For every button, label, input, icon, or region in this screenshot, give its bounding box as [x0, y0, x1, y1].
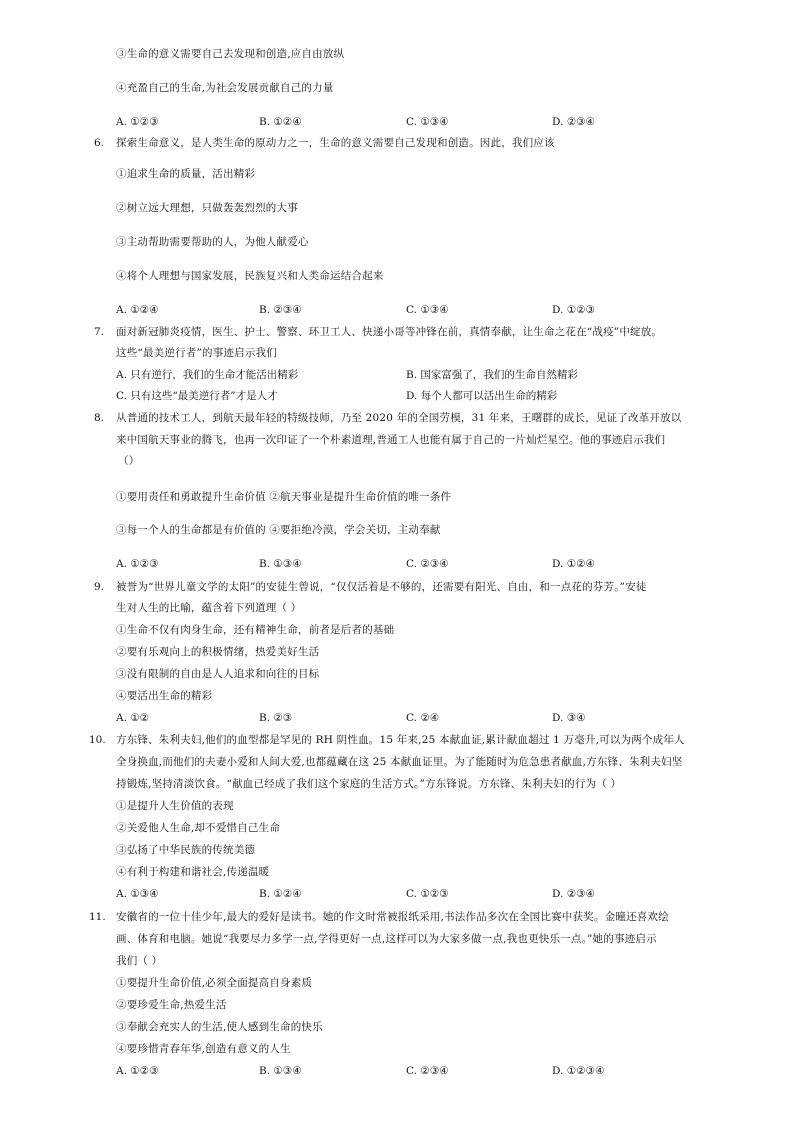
q11-stem-line-1: 安徽省的一位十佳少年,最大的爱好是读书。她的作文时常被报纸采用,书法作品多次在全国比赛中获奖。金曈还喜欢绘 [116, 911, 669, 923]
q10-item-2: ②关爱他人生命,却不爱惜自己生命 [116, 822, 281, 834]
q5-option-d: D. ②③④ [552, 116, 595, 128]
q5-item-4: ④充盈自己的生命,为社会发展贡献自己的力量 [116, 82, 334, 94]
q8-items-row-2: ③每一个人的生命都是有价值的 ④要拒绝冷漠，学会关切，主动奉献 [116, 524, 441, 536]
q11-option-a: A. ①②③ [116, 1065, 159, 1077]
q6-item-3: ③主动帮助需要帮助的人，为他人献爱心 [116, 236, 309, 248]
q9-stem-line-1: 被誉为“世界儿童文学的太阳”的安徒生曾说，“仅仅活着是不够的，还需要有阳光、自由，和一点花的芬芳。”安徒 [116, 581, 647, 593]
q9-option-a: A. ①② [116, 712, 150, 724]
q6-option-b: B. ②③④ [259, 304, 302, 316]
q11-item-1: ①要提升生命价值,必须全面提高自身素质 [116, 977, 313, 989]
q10-option-c: C. ①②③ [406, 888, 449, 900]
q9-option-c: C. ②④ [406, 712, 440, 724]
q7-option-d: D. 每个人都可以活出生命的精彩 [406, 390, 558, 402]
q8-stem-line-1: 从普通的技术工人，到航天最年轻的特级技师，乃至 2020 年的全国劳模，31 年来，王曙群的成长，见证了改革开放以 [116, 412, 682, 424]
q10-stem-line-3: 持锻炼,坚持清淡饮食。“献血已经成了我们这个家庭的生活方式。”方东锋说。方东锋、朱利夫妇的行为（ ） [116, 778, 622, 790]
q6-option-d: D. ①②③ [552, 304, 595, 316]
q9-item-4: ④要活出生命的精彩 [116, 690, 213, 702]
q9-item-2: ②要有乐观向上的积极情绪，热爱美好生活 [116, 646, 320, 658]
q8-stem-line-2: 来中国航天事业的腾飞，也再一次印证了一个朴素道理,普通工人也能有属于自己的一片灿烂星空。他的事迹启示我们 [116, 434, 666, 446]
q8-option-c: C. ②③④ [406, 558, 449, 570]
q5-item-3: ③生命的意义需要自己去发现和创造,应自由放纵 [116, 48, 345, 60]
q9-option-d: D. ③④ [552, 712, 586, 724]
q9-stem-line-2: 生对人生的比喻，蕴含着下列道理（ ） [116, 602, 302, 614]
q7-option-c: C. 只有这些“最美逆行者”才是人才 [116, 390, 278, 402]
q5-option-c: C. ①③④ [406, 116, 449, 128]
q5-option-b: B. ①②④ [259, 116, 302, 128]
q11-option-b: B. ①③④ [259, 1065, 302, 1077]
q7-option-b: B. 国家富强了，我们的生命自然精彩 [406, 369, 578, 381]
q10-item-4: ④有利于构建和谐社会,传递温暖 [116, 866, 270, 878]
q6-item-4: ④将个人理想与国家发展，民族复兴和人类命运结合起来 [116, 270, 384, 282]
q8-items-row-1: ①要用责任和勇敢提升生命价值 ②航天事业是提升生命价值的唯一条件 [116, 491, 452, 503]
q9-item-1: ①生命不仅有肉身生命，还有精神生命，前者是后者的基础 [116, 624, 395, 636]
q8-option-d: D. ①②④ [552, 558, 595, 570]
q9-item-3: ③没有限制的自由是人人追求和向往的目标 [116, 668, 320, 680]
q10-stem-line-2: 全身换血,而他们的夫妻小爱和人间大爱,也都蕴藏在这 25 本献血证里。为了能随时为危急患者献血,方东锋、朱利夫妇坚 [116, 756, 683, 768]
q10-item-3: ③弘扬了中华民族的传统美德 [116, 844, 256, 856]
q6-option-c: C. ①③④ [406, 304, 449, 316]
q8-number: 8. [94, 412, 105, 424]
q6-number: 6. [94, 137, 105, 149]
q10-option-b: B. ①②④ [259, 888, 302, 900]
q6-item-1: ①追求生命的质量，活出精彩 [116, 168, 256, 180]
q11-number: 11. [89, 911, 106, 923]
q7-number: 7. [94, 326, 105, 338]
q10-option-d: D. ②③④ [552, 888, 595, 900]
q5-option-a: A. ①②③ [116, 116, 159, 128]
q6-item-2: ②树立远大理想，只做轰轰烈烈的大事 [116, 202, 298, 214]
q8-option-a: A. ①②③ [116, 558, 159, 570]
q10-option-a: A. ①③④ [116, 888, 159, 900]
q10-item-1: ①是提升人生价值的表现 [116, 800, 234, 812]
q11-item-2: ②要珍爱生命,热爱生活 [116, 999, 227, 1011]
q11-stem-line-3: 我们（ ） [116, 955, 163, 967]
q6-stem: 探索生命意义，是人类生命的原动力之一，生命的意义需要自己发现和创造。因此，我们应该 [116, 137, 555, 149]
q10-stem-line-1: 方东锋、朱利夫妇,他们的血型都是罕见的 RH 阴性血。15 年来,25 本献血证,累计献血超过 1 万毫升,可以为两个成年人 [116, 734, 685, 746]
q11-option-c: C. ②③④ [406, 1065, 449, 1077]
q7-stem-line-2: 这些“最美逆行者”的事迹启示我们 [116, 347, 277, 359]
q11-option-d: D. ①②③④ [552, 1065, 605, 1077]
q11-item-3: ③奉献会充实人的生活,使人感到生命的快乐 [116, 1021, 323, 1033]
q8-stem-line-3: （） [118, 455, 140, 467]
q8-option-b: B. ①③④ [259, 558, 302, 570]
q10-number: 10. [89, 734, 106, 746]
q7-stem-line-1: 面对新冠肺炎疫情，医生、护士、警察、环卫工人、快递小哥等冲锋在前，真情奉献，让生命之花在“战疫”中绽放。 [116, 326, 663, 338]
q7-option-a: A. 只有逆行，我们的生命才能活出精彩 [116, 369, 299, 381]
q11-item-4: ④要珍惜青春年华,创造有意义的人生 [116, 1043, 291, 1055]
q11-stem-line-2: 画、体育和电脑。她说“我要尽力多学一点,学得更好一点,这样可以为大家多做一点,我也更快乐一点。”她的事迹启示 [116, 933, 657, 945]
q9-number: 9. [94, 581, 105, 593]
q6-option-a: A. ①②④ [116, 304, 159, 316]
q9-option-b: B. ②③ [259, 712, 293, 724]
